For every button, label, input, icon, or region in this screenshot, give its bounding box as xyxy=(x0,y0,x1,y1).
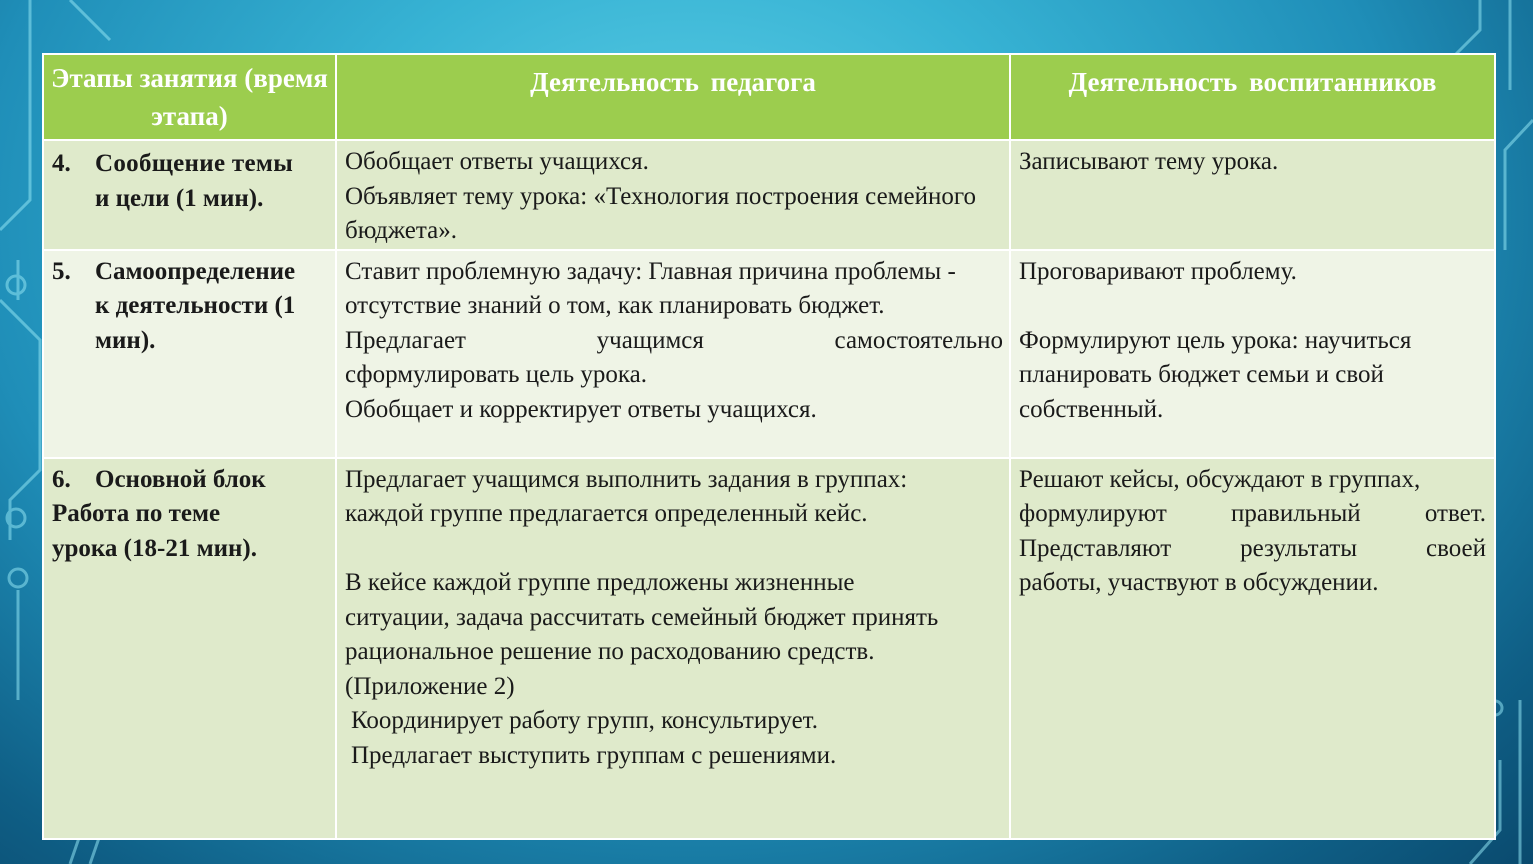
stage-title: Сообщение темы xyxy=(95,150,294,177)
students-cell: Проговаривают проблему. Формулируют цель урока: научиться планировать бюджет семьи и свой собственный. xyxy=(1010,250,1495,458)
teacher-cell: Ставит проблемную задачу: Главная причина проблемы - отсутствие знаний о том, как планировать бюджет. Предлагает учащимся самостоятельно сформулировать цель урока. Обобщает и корректирует ответы учащихся. xyxy=(336,250,1010,458)
header-stage: Этапы занятия (время этапа) xyxy=(43,54,336,140)
lesson-stages-table xyxy=(42,53,1496,840)
stage-title: Самоопределение xyxy=(95,257,296,285)
stage-subtitle: к деятельности (1 мин). xyxy=(95,292,296,354)
table-row xyxy=(43,458,1495,839)
students-cell: Решают кейсы, обсуждают в группах, формулируют правильный ответ. Представляют результаты своей работы, участвуют в обсуждении. xyxy=(1010,458,1495,839)
stage-subtitle: Работа по теме урока (18-21 мин). xyxy=(52,500,257,562)
stage-title: Основной блок xyxy=(95,465,266,493)
students-cell: Записывают тему урока. xyxy=(1010,140,1495,250)
table-row xyxy=(43,140,1495,250)
table-row xyxy=(43,250,1495,458)
header-teacher: Деятельность педагога xyxy=(336,54,1010,140)
stage-cell: 5. Самоопределение к деятельности (1 мин). xyxy=(43,250,336,458)
stage-cell: 4. Сообщение темы и цели (1 мин). xyxy=(43,140,336,250)
stage-cell: 6. Основной блок Работа по теме урока (18-21 мин). xyxy=(43,458,336,839)
header-students: Деятельность воспитанников xyxy=(1010,54,1495,140)
teacher-cell: Обобщает ответы учащихся. Объявляет тему урока: «Технология построения семейного бюджета». xyxy=(336,140,1010,250)
teacher-cell: Предлагает учащимся выполнить задания в группах: каждой группе предлагается определенный кейс. В кейсе каждой группе предложены жизненные ситуации, задача рассчитать семейный бюджет принять рациональное решение по расходованию средств. (Приложение 2) Координирует работу групп, консультирует. Предлагает выступить группам с решениями. xyxy=(336,458,1010,839)
stage-subtitle: и цели (1 мин). xyxy=(95,184,264,212)
